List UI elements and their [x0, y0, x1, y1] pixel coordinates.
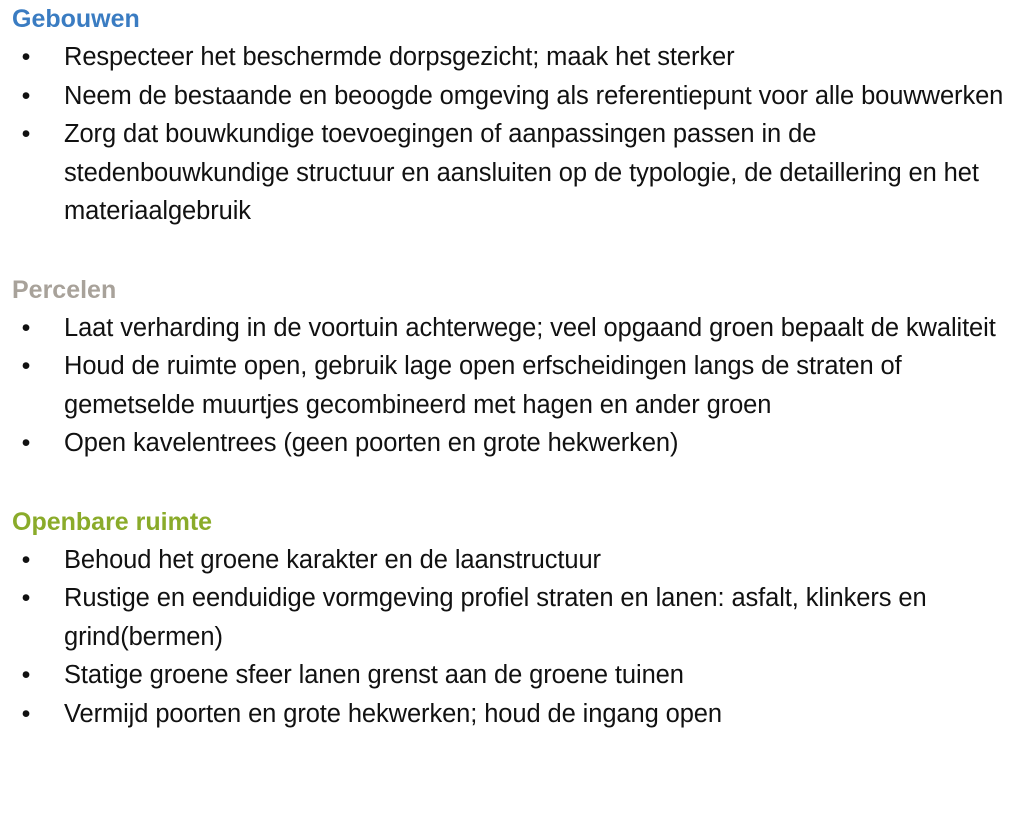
bullet-icon: •: [21, 584, 31, 612]
list-item-text: Rustige en eenduidige vormgeving profiel straten en lanen: asfalt, klinkers en grind(bermen): [64, 584, 927, 651]
section-openbare-ruimte: [12, 503, 1007, 734]
section-percelen: [12, 271, 1007, 463]
list-item: [12, 656, 1007, 695]
list-item-text: Laat verharding in de voortuin achterwege; veel opgaand groen bepaalt de kwaliteit: [64, 313, 996, 342]
section-title-gebouwen: Gebouwen: [12, 5, 140, 33]
bullet-list-openbare-ruimte: [12, 541, 1007, 734]
section-title-openbare-ruimte: Openbare ruimte: [12, 507, 213, 536]
guidelines-document: [12, 0, 1007, 733]
bullet-icon: •: [21, 43, 31, 71]
list-item-text: Vermijd poorten en grote hekwerken; houd de ingang open: [64, 699, 722, 728]
list-item: [12, 579, 1007, 656]
bullet-icon: •: [21, 699, 31, 728]
list-item: [12, 77, 1007, 116]
bullet-icon: •: [21, 313, 31, 342]
list-item: [12, 541, 1007, 580]
list-item-text: Houd de ruimte open, gebruik lage open erfscheidingen langs de straten of gemetselde muurtjes gecombineerd met hagen en ander groen: [64, 352, 902, 419]
list-item-text: Behoud het groene karakter en de laanstructuur: [64, 545, 601, 574]
section-gebouwen: [12, 0, 1007, 231]
list-item-text: Statige groene sfeer lanen grenst aan de groene tuinen: [64, 661, 684, 689]
list-item-text: Open kavelentrees (geen poorten en grote hekwerken): [64, 429, 679, 457]
list-item-text: Neem de bestaande en beoogde omgeving als referentiepunt voor alle bouwwerken: [64, 81, 1004, 110]
bullet-list-gebouwen: [12, 38, 1007, 231]
bullet-icon: •: [21, 120, 31, 148]
section-title-percelen: Percelen: [12, 275, 117, 304]
list-item: [12, 115, 1007, 231]
list-item-text: Respecteer het beschermde dorpsgezicht; maak het sterker: [64, 43, 735, 71]
bullet-icon: •: [21, 429, 31, 457]
list-item: [12, 695, 1007, 734]
bullet-icon: •: [21, 661, 31, 689]
list-item: [12, 38, 1007, 77]
bullet-icon: •: [21, 81, 31, 110]
bullet-icon: •: [21, 545, 31, 574]
list-item-text: Zorg dat bouwkundige toevoegingen of aanpassingen passen in de stedenbouwkundige structuur en aansluiten op de typologie, de detaillering en het materiaalgebruik: [64, 120, 979, 225]
bullet-list-percelen: [12, 309, 1007, 463]
bullet-icon: •: [21, 352, 31, 380]
list-item: [12, 347, 1007, 424]
list-item: [12, 424, 1007, 463]
list-item: [12, 309, 1007, 348]
